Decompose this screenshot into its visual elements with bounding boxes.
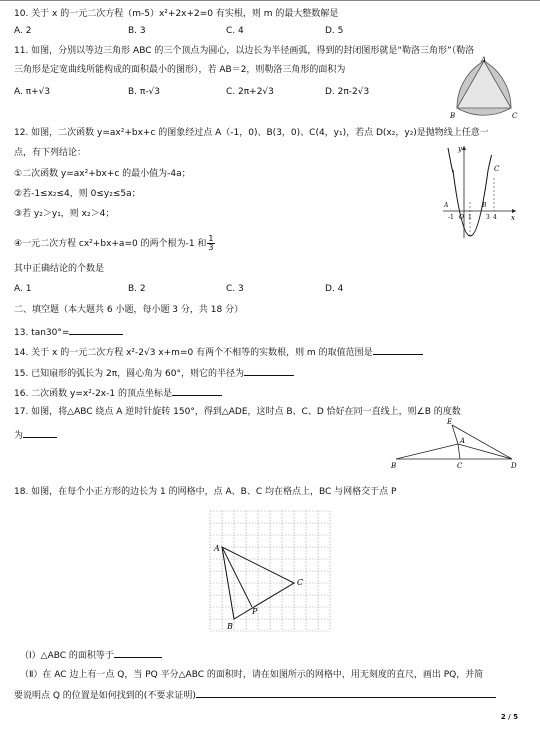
q18-part1-text: （Ⅰ）△ABC 的面积等于 (20, 651, 114, 661)
q10-option-a: A. 2 (14, 26, 32, 36)
q13-text: 13. tan30°= (14, 328, 70, 338)
q11-option-a: A. π+√3 (14, 87, 51, 97)
fig17-label-e: E (447, 418, 453, 426)
q18-part2-answer-blank[interactable] (196, 688, 496, 698)
section-2-title: 二、填空题（本大题共 6 小题，每小题 3 分，共 18 分） (14, 305, 244, 315)
fig17-label-a: A (460, 437, 466, 445)
q10-stem: 10. 关于 x 的一元二次方程（m-5）x²+2x+2=0 有实根，则 m 的最大整数解是 (14, 9, 339, 19)
q11-line1: 11. 如图，分别以等边三角形 ABC 的三个顶点为圆心，以边长为半径画弧，得到的封闭图形就是“勒洛三角形”（勒洛 (14, 46, 475, 56)
q12-option-b: B. 2 (128, 284, 146, 294)
page-number: 2 / 5 (500, 713, 518, 721)
q11-option-b: B. π-√3 (128, 87, 161, 97)
q18-part2-line2 (14, 688, 496, 702)
q12-conclusion-3: ③若 y₂＞y₁，则 x₂＞4； (14, 209, 115, 219)
q12-fraction-den: 3 (208, 243, 214, 252)
q10-option-d: D. 5 (325, 26, 344, 36)
fig12-tick-3: 3 (486, 214, 490, 221)
fig11-label-b: B (450, 112, 456, 120)
fig12-label-c: C (494, 165, 500, 173)
q12-ask: 其中正确结论的个数是 (14, 264, 105, 274)
q14-text: 14. 关于 x 的一元二次方程 x²-2√3 x+m=0 有两个不相等的实数根，则 m 的取值范围是 (14, 348, 373, 358)
q10-option-b: B. 3 (128, 26, 146, 36)
q17-line1: 17. 如图，将△ABC 绕点 A 逆时针旋转 150°，得到△ADE，这时点 B、C、D 恰好在同一直线上，则∠B 的度数 (14, 407, 461, 417)
q18-part1-answer-blank[interactable] (114, 648, 162, 658)
fig12-tick-1: 1 (468, 214, 472, 221)
grid-figure (206, 507, 334, 635)
q18-part2-line2-text: 要说明点 Q 的位置是如何找到的(不要求证明) (14, 691, 196, 701)
fig17-label-c: C (457, 462, 463, 470)
fig18-label-p: P (252, 607, 258, 616)
fig17-label-d: D (511, 462, 517, 470)
fig11-label-c: C (512, 112, 518, 120)
fig12-label-a: A (444, 202, 449, 209)
q12-option-d: D. 4 (325, 284, 344, 294)
fig12-tick-4: 4 (493, 214, 497, 221)
q12-fraction (207, 235, 214, 252)
q18-part1 (20, 648, 162, 662)
q12-conclusion-4 (14, 232, 215, 256)
q15 (14, 366, 294, 380)
fig17-label-b: B (391, 462, 397, 470)
q11-option-d: D. 2π-2√3 (325, 87, 370, 97)
q15-text: 15. 已知扇形的弧长为 2π，圆心角为 60°，则它的半径为 (14, 369, 244, 379)
q13-answer-blank[interactable] (69, 325, 123, 335)
q18-part2-line1: （Ⅱ）在 AC 边上有一点 Q，当 PQ 平分△ABC 的面积时，请在如图所示的网格中，用无刻度的直尺，画出 PQ，并简 (20, 670, 484, 680)
fig18-label-a: A (214, 544, 220, 553)
q16-answer-blank[interactable] (172, 386, 222, 396)
q13 (14, 325, 123, 339)
q18-stem: 18. 如图，在每个小正方形的边长为 1 的网格中，点 A、B、C 均在格点上，BC 与网格交于点 P (14, 487, 397, 497)
q12-fraction-num: 1 (208, 234, 214, 243)
rotation-triangle-figure (388, 414, 522, 472)
q11-line2: 三角形是定宽曲线所能构成的面积最小的图形），若 AB＝2，则勒洛三角形的面积为 (14, 65, 346, 75)
fig18-label-b: B (227, 622, 233, 631)
fig12-tick-neg1: -1 (448, 214, 454, 221)
q16 (14, 386, 222, 400)
q12-conclusion-2: ②若-1≤x₂≤4，则 0≤y₂≤5a； (14, 189, 141, 199)
fig11-label-a: A (481, 56, 487, 64)
q14 (14, 345, 423, 359)
parabola-figure (440, 142, 520, 240)
q12-option-a: A. 1 (14, 284, 32, 294)
q12-line1: 12. 如图，二次函数 y=ax²+bx+c 的图象经过点 A（-1，0)、B(3，0)、C(4，y₁)，若点 D(x₂，y₂)是抛物线上任意一 (14, 128, 489, 138)
reuleaux-triangle-figure (446, 56, 522, 122)
q17-line2 (14, 428, 57, 442)
q12-line2: 点，有下列结论： (14, 148, 87, 158)
q16-text: 16. 二次函数 y=x²-2x-1 的顶点坐标是 (14, 389, 172, 399)
top-rule (0, 0, 540, 1)
fig12-label-b: B (482, 202, 487, 209)
fig12-label-x: x (511, 214, 515, 222)
q11-option-c: C. 2π+2√3 (226, 87, 274, 97)
q12-option-c: C. 3 (226, 284, 244, 294)
q17-answer-blank[interactable] (23, 428, 57, 438)
q17-line2-text: 为 (14, 431, 24, 441)
fig12-label-y: y (458, 145, 462, 153)
fig12-label-o: O (459, 214, 464, 221)
q10-option-c: C. 4 (226, 26, 244, 36)
q14-answer-blank[interactable] (373, 345, 423, 355)
q15-answer-blank[interactable] (244, 366, 294, 376)
q12-conclusion-4-text: ④一元二次方程 cx²+bx+a=0 的两个根为-1 和 (14, 239, 207, 249)
fig18-label-c: C (297, 578, 304, 587)
q12-conclusion-1: ①二次函数 y=ax²+bx+c 的最小值为-4a； (14, 169, 191, 179)
